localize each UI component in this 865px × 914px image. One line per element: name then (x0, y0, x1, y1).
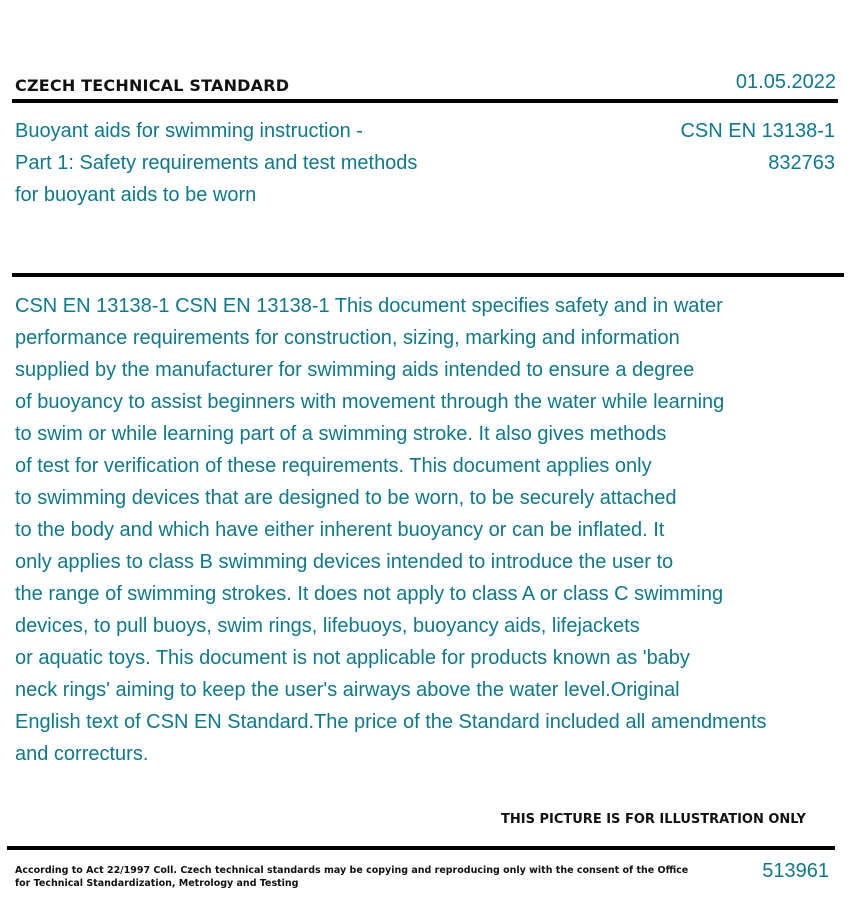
footer-note-line: According to Act 22/1997 Coll. Czech technical standards may be copying and reproducing only with the consent of the Office (15, 865, 689, 876)
footer-divider (7, 846, 835, 850)
footer-legal-note (15, 864, 688, 890)
standard-codes (680, 115, 835, 179)
description-line: or aquatic toys. This document is not applicable for products known as 'baby (15, 647, 690, 669)
description-line: to the body and which have either inherent buoyancy or can be inflated. It (15, 519, 665, 541)
footer-id: 513961 (762, 860, 829, 882)
header-divider (12, 99, 838, 103)
description-line: CSN EN 13138-1 CSN EN 13138-1 This document specifies safety and in water (15, 295, 723, 317)
standard-title-line: for buoyant aids to be worn (15, 184, 257, 206)
standard-title-line: Part 1: Safety requirements and test methods (15, 152, 418, 174)
description-line: supplied by the manufacturer for swimming aids intended to ensure a degree (15, 359, 695, 381)
standard-number: 832763 (768, 152, 835, 174)
description-line: performance requirements for construction, sizing, marking and information (15, 327, 680, 349)
illustration-note: THIS PICTURE IS FOR ILLUSTRATION ONLY (501, 812, 806, 827)
header-title: CZECH TECHNICAL STANDARD (15, 76, 290, 95)
description-line: to swimming devices that are designed to be worn, to be securely attached (15, 487, 677, 509)
description-line: and correcturs. (15, 743, 149, 765)
description-line: of test for verification of these requirements. This document applies only (15, 455, 652, 477)
description-text (15, 290, 767, 770)
description-line: English text of CSN EN Standard.The price of the Standard included all amendments (15, 711, 767, 733)
section-divider (12, 273, 844, 277)
standard-title (15, 115, 417, 211)
description-line: of buoyancy to assist beginners with movement through the water while learning (15, 391, 725, 413)
description-line: to swim or while learning part of a swimming stroke. It also gives methods (15, 423, 667, 445)
footer-note-line: for Technical Standardization, Metrology and Testing (15, 878, 299, 889)
standard-code: CSN EN 13138-1 (680, 120, 835, 142)
header-date: 01.05.2022 (735, 71, 836, 93)
standard-title-line: Buoyant aids for swimming instruction - (15, 120, 363, 142)
description-line: neck rings' aiming to keep the user's airways above the water level.Original (15, 679, 680, 701)
description-line: the range of swimming strokes. It does not apply to class A or class C swimming (15, 583, 724, 605)
description-line: devices, to pull buoys, swim rings, lifebuoys, buoyancy aids, lifejackets (15, 615, 640, 637)
description-line: only applies to class B swimming devices intended to introduce the user to (15, 551, 674, 573)
